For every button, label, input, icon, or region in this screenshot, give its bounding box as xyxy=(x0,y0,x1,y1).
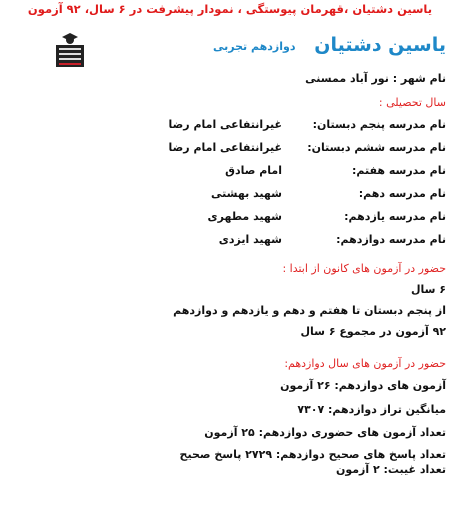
school-label: نام مدرسه دهم: xyxy=(358,187,446,200)
city-label: نام شهر : xyxy=(392,72,446,85)
school-label: نام مدرسه ششم دبستان: xyxy=(307,141,446,154)
education-section-title: سال تحصیلی : xyxy=(378,96,446,109)
attendance-total: ۹۲ آزمون در مجموع ۶ سال xyxy=(300,325,446,338)
school-value: غیرانتفاعی امام رضا xyxy=(168,118,282,131)
page-title: یاسین دشتیان ،قهرمان پیوستگی ، نمودار پیشرفت در ۶ سال، ۹۲ آزمون xyxy=(27,2,433,16)
grade12-section-title: حضور در آزمون های سال دوازدهم: xyxy=(284,357,446,370)
school-value: شهید بهشتی xyxy=(211,187,282,200)
school-label: نام مدرسه یازدهم: xyxy=(344,210,446,223)
attendance-section-title: حضور در آزمون های کانون از ابتدا : xyxy=(282,262,446,275)
school-value: شهید مطهری xyxy=(207,210,282,223)
kanoon-logo-icon xyxy=(54,33,86,67)
grade12-line: میانگین تراز دوازدهم: ۷۳۰۷ xyxy=(297,403,446,416)
city-value: نور آباد ممسنی xyxy=(305,72,389,85)
attendance-span: از پنجم دبستان تا هفتم و دهم و یازدهم و دوازدهم xyxy=(173,304,446,317)
school-label: نام مدرسه دوازدهم: xyxy=(336,233,446,246)
attendance-years: ۶ سال xyxy=(410,283,446,296)
grade12-line: تعداد پاسخ های صحیح دوازدهم: ۲۷۲۹ پاسخ صحیح xyxy=(179,448,446,461)
student-name: یاسین دشتیان xyxy=(314,34,446,56)
school-label: نام مدرسه هفتم: xyxy=(351,164,446,177)
grade-label: دوازدهم تجربی xyxy=(213,40,296,53)
school-value: شهید ایزدی xyxy=(218,233,282,246)
school-value: غیرانتفاعی امام رضا xyxy=(168,141,282,154)
city-line xyxy=(305,72,446,85)
school-value: امام صادق xyxy=(225,164,282,177)
school-label: نام مدرسه پنجم دبستان: xyxy=(312,118,446,131)
grade12-line: تعداد آزمون های حضوری دوازدهم: ۲۵ آزمون xyxy=(204,426,446,439)
grade12-line: آزمون های دوازدهم: ۲۶ آزمون xyxy=(280,379,446,392)
grade12-line: تعداد غیبت: ۲ آزمون xyxy=(335,463,446,476)
